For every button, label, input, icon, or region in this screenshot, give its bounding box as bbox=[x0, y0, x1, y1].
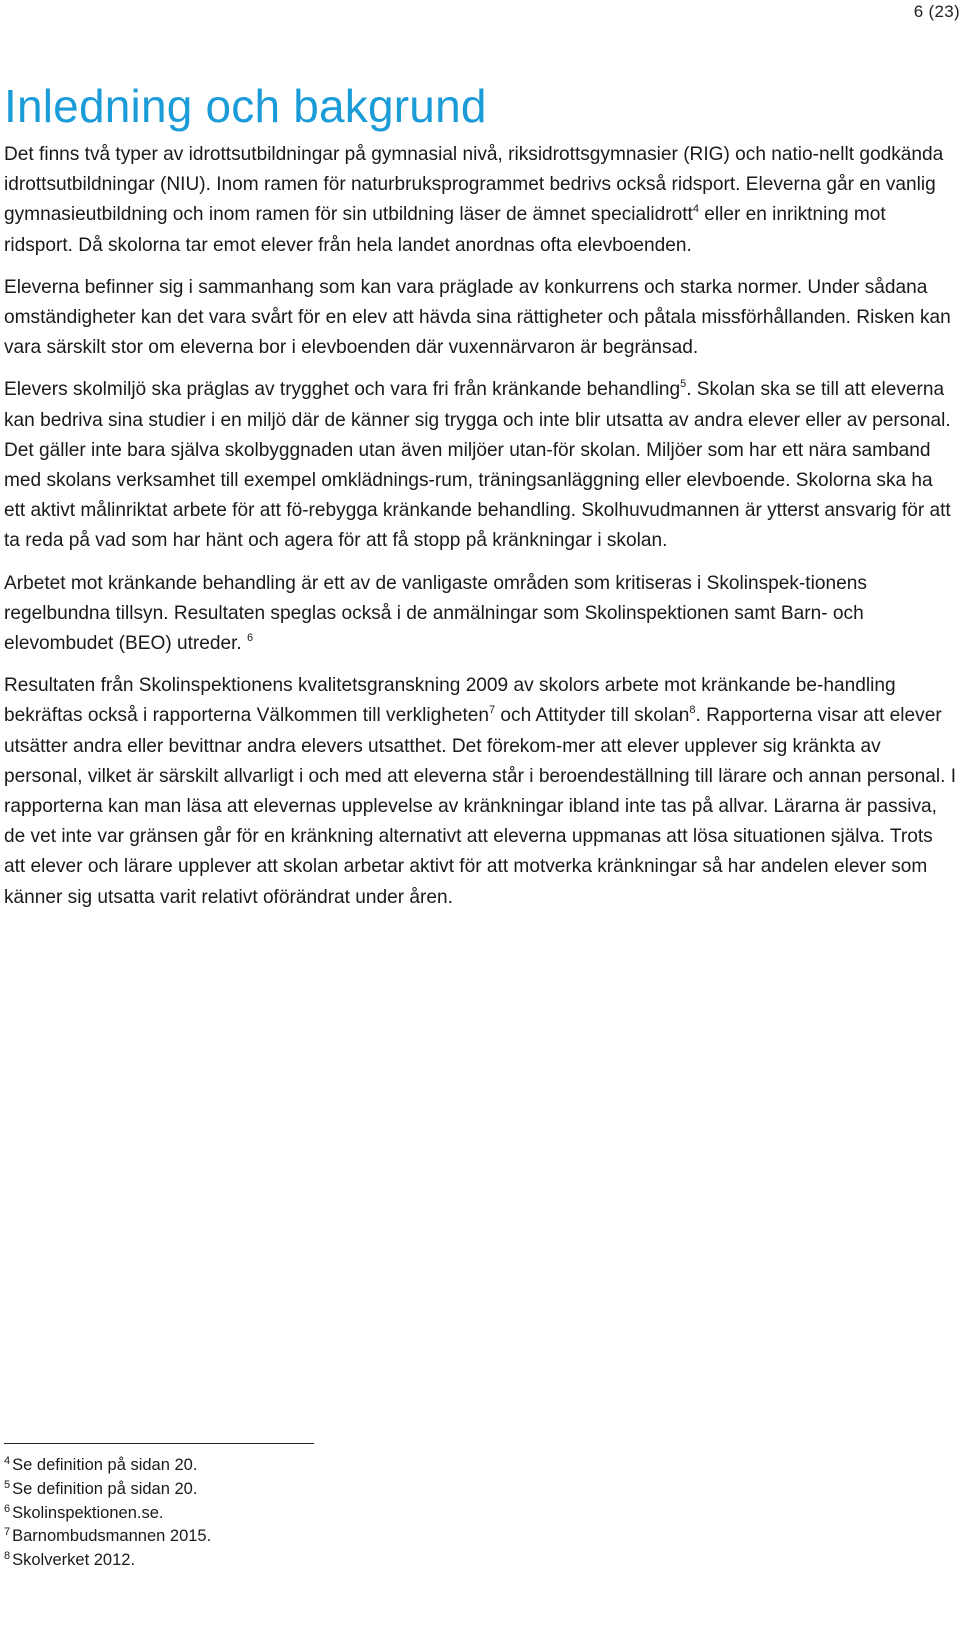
footnote-reference[interactable]: 8 bbox=[689, 704, 696, 717]
footnote-item bbox=[4, 1478, 604, 1502]
footnote-number: 4 bbox=[4, 1455, 11, 1467]
footnote-item bbox=[4, 1454, 604, 1478]
paragraph bbox=[4, 375, 956, 556]
page-title: Inledning och bakgrund bbox=[4, 80, 487, 132]
paragraph-text: Resultaten från Skolinspektionens kvalitetsgranskning 2009 av skolors arbete mot kränkande be-handling bekräftas också i rapporterna Välkommen till verkligheten bbox=[4, 675, 896, 727]
paragraph bbox=[4, 140, 956, 261]
footnote-text: Se definition på sidan 20. bbox=[12, 1456, 198, 1474]
footnote-text: Se definition på sidan 20. bbox=[12, 1479, 198, 1498]
footnotes bbox=[4, 1454, 604, 1573]
footnote-reference[interactable]: 7 bbox=[489, 704, 496, 717]
footnote-reference[interactable]: 6 bbox=[247, 632, 254, 645]
paragraph-text: . Rapporterna visar att elever utsätter andra eller bevittnar andra elevers utsatthet. Det förekom-mer att elever upplever sig kränkta av personal, vilket är särskilt allvarligt i och med att eleverna står i beroendeställning till lärare och annan personal. I rapporterna kan man läsa att elevernas upplevelse av kränkningar ibland inte tas på allvar. Lärarna är passiva, de vet inte var gränsen går för en kränkning alternativt att eleverna uppmanas att lösa situationen själva. Trots att elever och lärare upplever att skolan arbetar aktivt för att motverka kränkningar så har andelen elever som känner sig utsatta varit relativt oförändrat under åren. bbox=[4, 705, 956, 908]
footnote-item bbox=[4, 1525, 604, 1549]
paragraph-text: Elevers skolmiljö ska präglas av trygghet och vara fri från kränkande behandling bbox=[4, 379, 681, 401]
footnote-number: 6 bbox=[4, 1502, 11, 1515]
footnote-number: 8 bbox=[4, 1550, 11, 1563]
paragraph-text: . Skolan ska se till att eleverna kan bedriva sina studier i en miljö där de känner sig trygga och inte blir utsatta av andra elever eller av personal. Det gäller inte bara själva skolbyggnaden utan även miljöer utan-för skolan. Miljöer som har ett nära samband med skolans verksamhet till exempel omklädnings-rum, träningsanläggning eller elevboende. Skolorna ska ha ett aktivt målinriktat arbete för att fö-rebygga kränkande behandling. Skolhuvudmannen är ytterst ansvarig för att ta reda på vad som har hänt och agera för att få stopp på kränkningar i skolan. bbox=[4, 379, 951, 552]
paragraph bbox=[4, 569, 956, 660]
footnote-text: Skolinspektionen.se. bbox=[12, 1503, 164, 1522]
paragraph-text: Eleverna befinner sig i sammanhang som kan vara präglade av konkurrens och starka normer. Under sådana omständigheter kan det vara svårt för en elev att hävda sina rättigheter och påtala missförhållanden. Risken kan vara särskilt stor om eleverna bor i elevboenden där vuxennärvaron är begränsad. bbox=[4, 276, 951, 359]
footnote-number: 5 bbox=[4, 1478, 11, 1491]
paragraph bbox=[4, 671, 956, 913]
footnote-reference[interactable]: 4 bbox=[692, 203, 699, 216]
footnote-item bbox=[4, 1502, 604, 1526]
footnote-number: 7 bbox=[4, 1526, 11, 1539]
footnote-item bbox=[4, 1549, 604, 1573]
paragraph-text: Det finns två typer av idrottsutbildningar på gymnasial nivå, riksidrottsgymnasier (RIG) och natio-nellt godkända idrottsutbildningar (NIU). Inom ramen för naturbruksprogrammet bedrivs också ridsport. Eleverna går en vanlig gymnasieutbildning och inom ramen för sin utbildning läser de ämnet specialidrott bbox=[4, 144, 944, 226]
body-text bbox=[4, 140, 956, 925]
paragraph-text: och Attityder till skolan bbox=[495, 705, 690, 727]
paragraph-text: Arbetet mot kränkande behandling är ett av de vanligaste områden som kritiseras i Skolinspek-tionens regelbundna tillsyn. Resultaten speglas också i de anmälningar som Skolinspektionen samt Barn- och elevombudet (BEO) utreder. bbox=[4, 572, 867, 655]
footnote-text: Skolverket 2012. bbox=[12, 1551, 136, 1570]
paragraph bbox=[4, 273, 956, 364]
footnote-divider bbox=[4, 1443, 314, 1444]
footnote-reference[interactable]: 5 bbox=[680, 378, 687, 391]
paragraph-text: eller en inriktning mot ridsport. Då skolorna tar emot elever från hela landet anordnas ofta elevboenden. bbox=[4, 204, 886, 256]
footnote-text: Barnombudsmannen 2015. bbox=[12, 1527, 212, 1546]
page-number: 6 (23) bbox=[913, 2, 960, 21]
